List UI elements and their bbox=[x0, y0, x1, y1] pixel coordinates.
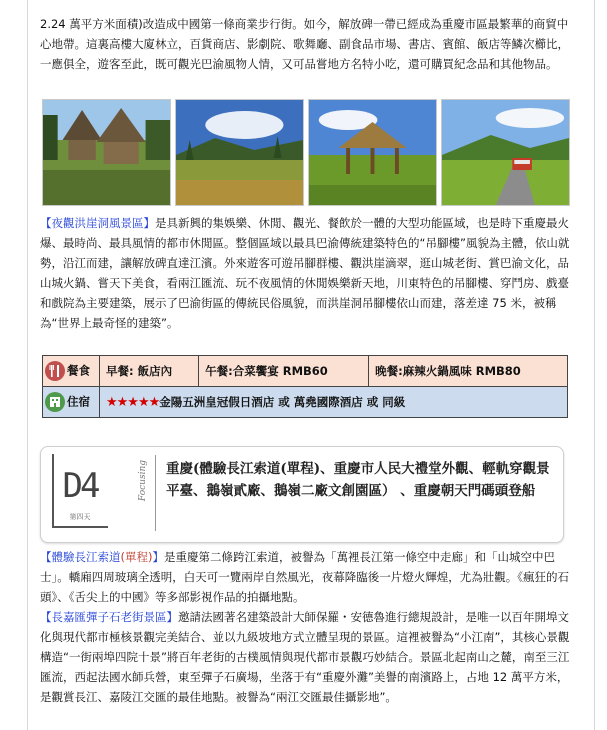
hongyadong-tag: 【夜觀洪崖洞風景區】 bbox=[40, 216, 155, 230]
lodging-cell bbox=[100, 387, 568, 418]
lunch-cell: 午餐:合菜饗宴 RMB60 bbox=[199, 356, 369, 387]
dining-category bbox=[43, 356, 100, 387]
hotel-icon bbox=[45, 392, 65, 412]
grassland-photo bbox=[175, 99, 304, 206]
lodging-row bbox=[43, 387, 568, 418]
photo-strip bbox=[42, 99, 570, 204]
intro-paragraph: 2.24 萬平方米面積)改造成中國第一條商業步行街。如今，解放碑一帶已經成為重慶市區最繁華的商貿中心地帶。這裏高樓大廈林立，百貨商店、影劇院、歌舞廳、副食品市場、書店、賓館、飯店等鱗次櫛比，一應俱全，遊客至此，既可觀光巴渝風物人情，又可品嘗地方名特小吃，還可購買紀念品和其他物品。 bbox=[40, 17, 569, 71]
ropeway-tag-red: (單程) bbox=[120, 550, 153, 564]
breakfast-cell: 早餐: 飯店內 bbox=[100, 356, 199, 387]
lodging-category bbox=[43, 387, 100, 418]
utensils-icon bbox=[45, 361, 65, 381]
longjiahu-tag: 【長嘉匯彈子石老街景區】 bbox=[40, 610, 178, 624]
ropeway-tag-close: 】 bbox=[152, 550, 164, 564]
day-title: 重慶(體驗長江索道(單程)、重慶市人民大禮堂外觀、輕軌穿觀景平臺、鵝嶺貳廠、鵝嶺二廠文創園區） 、重慶朝天門碼頭登船 bbox=[166, 461, 550, 499]
ropeway-paragraph bbox=[40, 547, 572, 707]
day-number: D4 bbox=[62, 466, 98, 506]
day-subtitle: 第四天 bbox=[69, 513, 91, 521]
pavilion-photo bbox=[308, 99, 437, 206]
dinner-cell: 晚餐:麻辣火鍋風味 RMB80 bbox=[369, 356, 568, 387]
hongyadong-paragraph bbox=[40, 213, 572, 333]
longjiahu-text: 邀請法國著名建築設計大師保羅・安德魯進行總規設計，是唯一以百年開埠文化與現代都市極核景觀完美結合、並以九級坡地方式立體呈現的景區。這裡被譽為“小江南”，其核心景觀構造“一街兩埠四院十景”將百年老街的古樸風情與現代都市景觀巧妙結合。景區北起南山之麓，南至三江匯流，西起法國水師兵營，東至彈子石廣場，坐落于有“重慶外灘”美譽的南濱路上，占地 12 萬平方米，是觀賞長江、嘉陵江交匯的最佳地點。被譽為“兩江交匯最佳攝影地”。 bbox=[40, 610, 570, 704]
lodging-label: 住宿 bbox=[67, 394, 90, 409]
star-rating: ★★★★★ bbox=[106, 395, 160, 410]
meals-table bbox=[42, 355, 568, 418]
day-logo bbox=[52, 454, 114, 530]
village-photo bbox=[42, 99, 171, 206]
ropeway-tag-open: 【體驗長江索道 bbox=[40, 550, 121, 564]
day-separator bbox=[155, 455, 156, 531]
focusing-label: Focusing bbox=[138, 460, 148, 502]
hotel-names: 金陽五洲皇冠假日酒店 或 萬堯國際酒店 或 同級 bbox=[159, 395, 406, 409]
hongyadong-text: 是具新興的集娛樂、休閒、觀光、餐飲於一體的大型功能區域，也是時下重慶最火爆、最時尚、最具風情的都市休閒區。整個區域以最具巴渝傳統建築特色的“吊腳樓”風貌為主體，依山就勢，沿江而建，讓解放碑直達江濱。外來遊客可遊吊腳群樓、觀洪崖滴翠，逛山城老街、賞巴渝文化，品山城火鍋、嘗天下美食，看兩江匯流、玩不夜風情的休閒娛樂新天地，川東特色的吊腳樓、穿鬥房、戲臺和戲院為主要建築，展示了巴渝街區的傳統民俗風貌，而洪崖洞吊腳樓依山而建，落差達 75 米，被稱為“世界上最奇怪的建築”。 bbox=[40, 216, 570, 330]
page-left-edge bbox=[27, 0, 28, 730]
ropeway-text: 是重慶第二條跨江索道，被譽為「萬裡長江第一條空中走廊」和「山城空中巴士」。轎廂四周玻璃全透明，白天可一覽兩岸自然風光，夜幕降臨後一片燈火輝煌，尤為壯觀。《瘋狂的石頭》、《舌尖上的中國》等多部影視作品的拍攝地點。 bbox=[40, 550, 569, 604]
road-photo bbox=[441, 99, 570, 206]
dining-label: 餐食 bbox=[67, 363, 90, 378]
page-right-edge bbox=[594, 0, 595, 730]
dining-row bbox=[43, 356, 568, 387]
